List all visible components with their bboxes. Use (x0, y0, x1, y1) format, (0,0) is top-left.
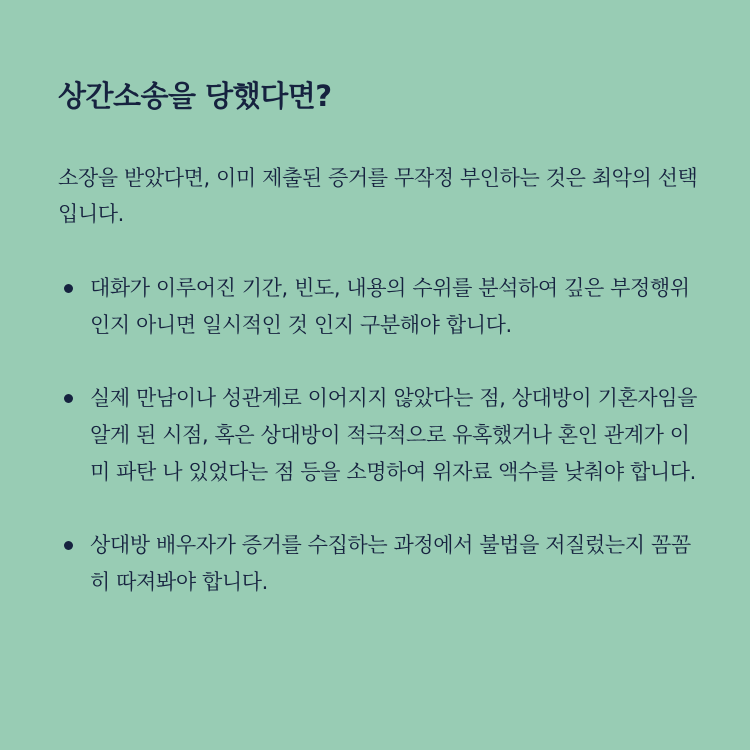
bullet-item (58, 270, 700, 344)
page-title: 상간소송을 당했다면? (58, 79, 332, 113)
bullet-item (58, 380, 700, 491)
bullet-list (58, 270, 700, 601)
bullet-text: 대화가 이루어진 기간, 빈도, 내용의 수위를 분석하여 깊은 부정행위인지 아니면 일시적인 것 인지 구분해야 합니다. (90, 276, 690, 337)
intro-paragraph: 소장을 받았다면, 이미 제출된 증거를 무작정 부인하는 것은 최악의 선택입니다. (58, 166, 698, 226)
bullet-text: 실제 만남이나 성관계로 이어지지 않았다는 점, 상대방이 기혼자임을 알게 된 시점, 혹은 상대방이 적극적으로 유혹했거나 혼인 관계가 이미 파탄 나 있었다는 점 등을 소명하여 위자료 액수를 낮춰야 합니다. (90, 386, 698, 484)
bullet-item (58, 527, 700, 601)
bullet-dot-icon (64, 394, 73, 403)
bullet-text: 상대방 배우자가 증거를 수집하는 과정에서 불법을 저질렀는지 꼼꼼히 따져봐야 합니다. (90, 533, 691, 594)
bullet-dot-icon (64, 541, 73, 550)
bullet-dot-icon (64, 284, 73, 293)
